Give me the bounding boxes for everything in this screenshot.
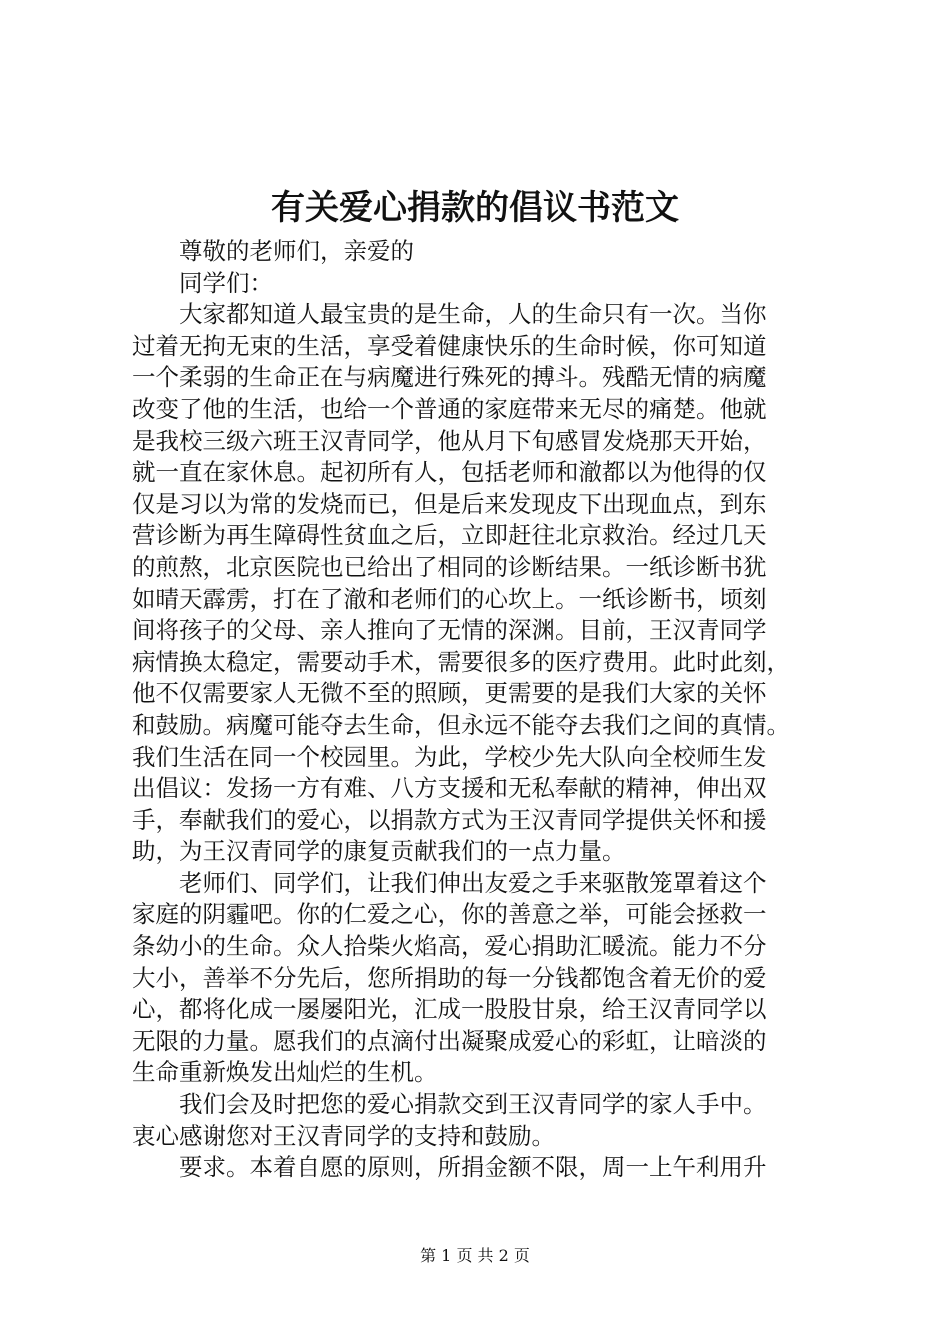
text-line: 无限的力量。愿我们的点滴付出凝聚成爱心的彩虹，让暗淡的	[132, 1026, 767, 1055]
text-line: 家庭的阴霾吧。你的仁爱之心，你的善意之举，可能会拯救一	[132, 900, 767, 929]
document-body	[132, 236, 832, 1184]
text-line: 大家都知道人最宝贵的是生命，人的生命只有一次。当你	[179, 300, 767, 329]
text-line: 营诊断为再生障碍性贫血之后，立即赶往北京救治。经过几天	[132, 521, 767, 550]
document-title: 有关爱心捐款的倡议书范文	[271, 188, 679, 228]
text-line: 我们生活在同一个校园里。为此，学校少先大队向全校师生发	[132, 742, 767, 771]
text-line: 手，奉献我们的爱心，以捐款方式为王汉青同学提供关怀和援	[132, 805, 767, 834]
text-line: 衷心感谢您对王汉青同学的支持和鼓励。	[132, 1121, 555, 1150]
text-line: 我们会及时把您的爱心捐款交到王汉青同学的家人手中。	[179, 1090, 767, 1119]
text-line: 过着无拘无束的生活，享受着健康快乐的生命时候，你可知道	[132, 331, 767, 360]
text-line: 生命重新焕发出灿烂的生机。	[132, 1058, 438, 1087]
text-line: 助，为王汉青同学的康复贡献我们的一点力量。	[132, 837, 626, 866]
text-line: 心，都将化成一屡屡阳光，汇成一股股甘泉，给王汉青同学以	[132, 995, 767, 1024]
text-line: 的煎熬，北京医院也已给出了相同的诊断结果。一纸诊断书犹	[132, 552, 767, 581]
text-line: 同学们：	[179, 268, 273, 297]
text-line: 条幼小的生命。众人拾柴火焰高，爱心捐助汇暖流。能力不分	[132, 932, 767, 961]
text-line: 一个柔弱的生命正在与病魔进行殊死的搏斗。残酷无情的病魔	[132, 363, 767, 392]
text-line: 改变了他的生活，也给一个普通的家庭带来无尽的痛楚。他就	[132, 394, 767, 423]
text-line: 大小，善举不分先后，您所捐助的每一分钱都饱含着无价的爱	[132, 963, 767, 992]
text-line: 尊敬的老师们，亲爱的	[179, 237, 414, 265]
text-line: 如晴天霹雳，打在了澈和老师们的心坎上。一纸诊断书，顷刻	[132, 584, 767, 613]
text-line: 老师们、同学们，让我们伸出友爱之手来驱散笼罩着这个	[179, 868, 767, 897]
text-line: 出倡议：发扬一方有难、八方支援和无私奉献的精神，伸出双	[132, 774, 767, 803]
text-line: 和鼓励。病魔可能夺去生命，但永远不能夺去我们之间的真情。	[132, 710, 790, 739]
page-number-footer: 第 1 页 共 2 页	[420, 1246, 530, 1265]
text-line: 间将孩子的父母、亲人推向了无情的深渊。目前，王汉青同学	[132, 616, 767, 645]
text-line: 要求。本着自愿的原则，所捐金额不限，周一上午利用升	[179, 1153, 767, 1182]
text-line: 他不仅需要家人无微不至的照顾，更需要的是我们大家的关怀	[132, 679, 767, 708]
text-line: 病情换太稳定，需要动手术，需要很多的医疗费用。此时此刻，	[132, 647, 790, 676]
text-line: 就一直在家休息。起初所有人，包括老师和澈都以为他得的仅	[132, 458, 767, 487]
text-line: 是我校三级六班王汉青同学，他从月下旬感冒发烧那天开始，	[132, 426, 767, 455]
text-line: 仅是习以为常的发烧而已，但是后来发现皮下出现血点，到东	[132, 489, 767, 518]
